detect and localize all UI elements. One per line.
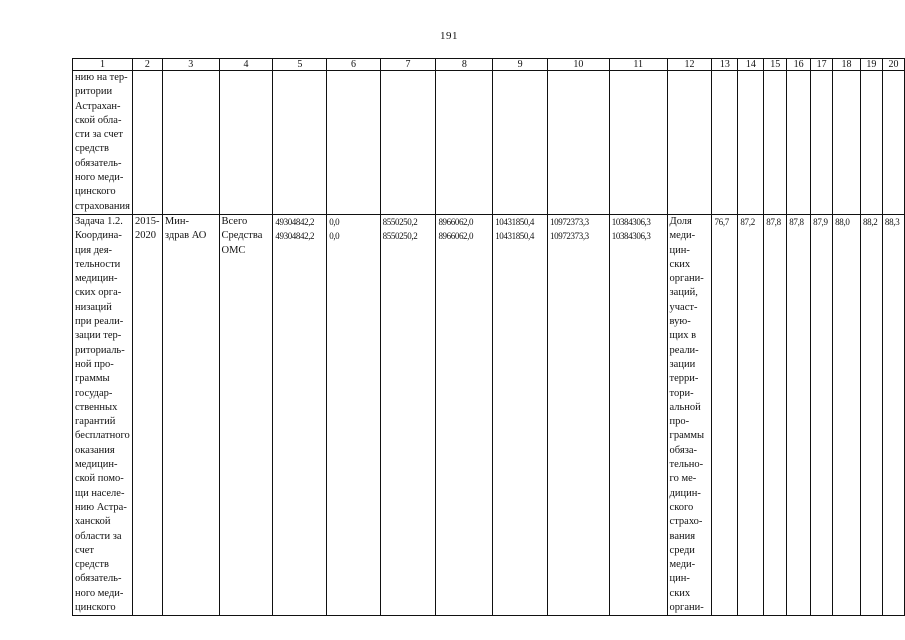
amount-cell: 10384306,3 10384306,3 — [609, 214, 667, 615]
column-number: 19 — [860, 59, 882, 71]
empty-cell — [811, 71, 833, 215]
amount-cell: 0,0 0,0 — [327, 214, 380, 615]
indicator-name-cell: Доля меди- цин- ских органи- заций, участ- вую- щих в реали- зации терри- тори- альной про- граммы обяза- тельно- го ме- дицин- ского страхо- вания среди меди- цин- ских органи- — [667, 214, 712, 615]
empty-cell — [764, 71, 787, 215]
executor-cell: Мин- здрав АО — [162, 214, 219, 615]
column-number: 17 — [811, 59, 833, 71]
empty-cell — [882, 71, 904, 215]
total-amount-cell: 49304842,2 49304842,2 — [273, 214, 327, 615]
empty-cell — [667, 71, 712, 215]
empty-cell — [327, 71, 380, 215]
empty-cell — [738, 71, 764, 215]
empty-cell — [132, 71, 162, 215]
column-number: 12 — [667, 59, 712, 71]
empty-cell — [493, 71, 548, 215]
program-table — [72, 58, 905, 616]
amount-cell: 10431850,4 10431850,4 — [493, 214, 548, 615]
table-row — [73, 71, 905, 215]
empty-cell — [380, 71, 436, 215]
column-number: 14 — [738, 59, 764, 71]
indicator-value-cell: 88,3 — [882, 214, 904, 615]
column-number: 7 — [380, 59, 436, 71]
column-number: 8 — [436, 59, 493, 71]
column-number: 5 — [273, 59, 327, 71]
column-number: 1 — [73, 59, 133, 71]
page-number: 191 — [440, 30, 458, 42]
task-description-cell: нию на тер- ритории Астрахан- ской обла- сти за счет средств обязатель- ного меди- цинского страхования — [73, 71, 133, 215]
column-number: 11 — [609, 59, 667, 71]
indicator-value-cell: 87,2 — [738, 214, 764, 615]
period-cell: 2015- 2020 — [132, 214, 162, 615]
column-number: 3 — [162, 59, 219, 71]
empty-cell — [273, 71, 327, 215]
amount-cell: 10972373,3 10972373,3 — [548, 214, 610, 615]
column-number: 15 — [764, 59, 787, 71]
column-number: 10 — [548, 59, 610, 71]
indicator-value-cell: 87,8 — [764, 214, 787, 615]
column-number: 18 — [833, 59, 861, 71]
column-number: 16 — [787, 59, 811, 71]
column-number-row — [73, 59, 905, 71]
empty-cell — [609, 71, 667, 215]
column-number: 9 — [493, 59, 548, 71]
indicator-value-cell: 88,2 — [860, 214, 882, 615]
indicator-value-cell: 87,8 — [787, 214, 811, 615]
empty-cell — [548, 71, 610, 215]
amount-cell: 8966062,0 8966062,0 — [436, 214, 493, 615]
empty-cell — [162, 71, 219, 215]
indicator-value-cell: 87,9 — [811, 214, 833, 615]
task-description-cell: Задача 1.2. Координа- ция дея- тельности медицин- ских орга- низаций при реали- зации тер- риториаль- ной про- граммы государ- ственных гарантий бесплатного оказания медицин- ской помо- щи населе- нию Астра- ханской области за счет средств обязатель- ного меди- цинского — [73, 214, 133, 615]
empty-cell — [833, 71, 861, 215]
column-number: 2 — [132, 59, 162, 71]
amount-cell: 8550250,2 8550250,2 — [380, 214, 436, 615]
funding-source-cell: Всего Средства ОМС — [219, 214, 273, 615]
column-number: 13 — [712, 59, 738, 71]
column-number: 6 — [327, 59, 380, 71]
column-number: 4 — [219, 59, 273, 71]
empty-cell — [787, 71, 811, 215]
indicator-value-cell: 88,0 — [833, 214, 861, 615]
empty-cell — [219, 71, 273, 215]
column-number: 20 — [882, 59, 904, 71]
empty-cell — [436, 71, 493, 215]
table-row — [73, 214, 905, 615]
empty-cell — [712, 71, 738, 215]
empty-cell — [860, 71, 882, 215]
indicator-value-cell: 76,7 — [712, 214, 738, 615]
